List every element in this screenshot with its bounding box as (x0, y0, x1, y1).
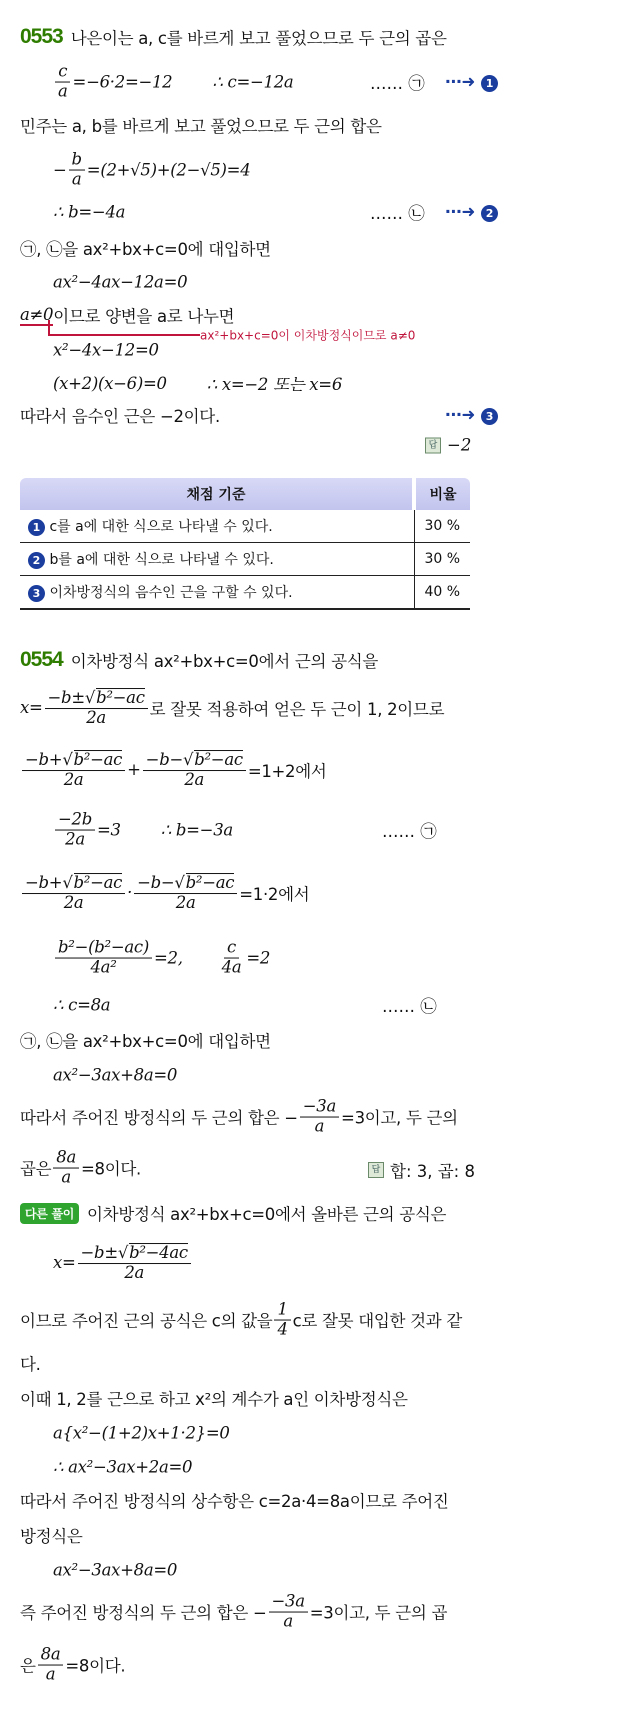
numerator (45, 688, 148, 709)
numerator: b²−(b²−ac) (55, 939, 152, 959)
numerator: b (69, 151, 85, 171)
fraction (300, 1098, 339, 1137)
text: −b+ (25, 872, 63, 892)
equation-line (53, 371, 342, 395)
equation-line: x²−4x−12=0 (53, 340, 159, 360)
equation-line (20, 873, 309, 913)
text-line (20, 1149, 141, 1188)
fraction (22, 750, 125, 790)
arrow-icon: ⋯➜ (445, 72, 476, 91)
equation-line (20, 688, 444, 728)
numerator: c (55, 63, 70, 83)
equation-line: ax²−3ax+8a=0 (53, 1065, 178, 1085)
sqrt-icon: √ (174, 872, 185, 892)
annotation-note: ax²+bx+c=0이 이차방정식이므로 a≠0 (200, 328, 416, 343)
equation: ∴ b=−3a (160, 820, 233, 840)
denominator: 2a (63, 770, 84, 789)
text-line: 따라서 주어진 방정식의 상수항은 c=2a·4=8a이므로 주어진 (20, 1492, 449, 1511)
answer (425, 436, 471, 455)
denominator: 2a (63, 893, 84, 912)
denominator: a (283, 1611, 293, 1631)
reference-mark: …… ㉡ (382, 997, 437, 1016)
text-line: ㉠, ㉡을 ax²+bx+c=0에 대입하면 (20, 240, 271, 259)
header-ratio: 비율 (414, 478, 470, 510)
fraction (143, 750, 246, 790)
step-number: 3 (481, 408, 498, 425)
arrow-icon: ⋯➜ (445, 202, 476, 221)
equation: =2 (246, 948, 271, 968)
step-marker (445, 202, 498, 222)
fraction (45, 688, 148, 728)
criteria-text: 이차방정식의 음수인 근을 구할 수 있다. (49, 585, 293, 601)
numerator: −2b (55, 811, 95, 831)
sqrt-icon: √ (62, 749, 73, 769)
alt-solution-badge: 다른 풀이 (20, 1203, 79, 1224)
criteria-cell (20, 576, 414, 610)
conclusion: 따라서 음수인 근은 −2이다. (20, 407, 220, 426)
equation: =2, (153, 948, 183, 968)
radicand: b²−ac (185, 873, 235, 893)
text: =3이고, 두 근의 (341, 1109, 458, 1128)
answer-value: −2 (447, 435, 472, 455)
answer-value: 합: 3, 곱: 8 (390, 1162, 475, 1181)
text: =1+2에서 (247, 762, 327, 781)
arrow-icon: ⋯➜ (445, 405, 476, 424)
fraction (274, 1301, 290, 1340)
text: −b+ (25, 749, 63, 769)
text-line: 방정식은 (20, 1527, 83, 1546)
equation: ∴ x=−2 또는 x=6 (206, 375, 343, 394)
text-line: 이때 1, 2를 근으로 하고 x²의 계수가 a인 이차방정식은 (20, 1390, 408, 1409)
criteria-text: b를 a에 대한 식으로 나타낼 수 있다. (49, 552, 274, 568)
reference-mark: …… ㉡ (370, 204, 425, 223)
reference-mark: …… ㉠ (382, 822, 437, 841)
numerator: 8a (38, 1646, 64, 1666)
step-number: 2 (481, 205, 498, 222)
answer (368, 1158, 475, 1182)
fraction (269, 1593, 308, 1632)
radicand: b²−ac (96, 688, 145, 708)
denominator: 4 (277, 1319, 288, 1339)
equation-line (53, 151, 250, 190)
denominator: a (61, 1167, 71, 1187)
text: −b± (80, 1242, 118, 1262)
text-line (20, 1098, 458, 1137)
annotation-bracket (48, 320, 200, 336)
answer-icon: 답 (425, 437, 441, 453)
reference-mark: …… ㉠ (370, 74, 425, 93)
numerator: −3a (269, 1593, 308, 1613)
grading-table (20, 478, 470, 610)
criteria-cell (20, 543, 414, 576)
problem-0554-intro (20, 648, 378, 672)
equation-line: ax²−3ax+8a=0 (53, 1560, 178, 1580)
fraction (38, 1646, 64, 1685)
numerator (22, 873, 125, 894)
answer-icon: 답 (368, 1162, 384, 1178)
fraction (134, 873, 237, 913)
equation-line: ∴ b=−4a (53, 202, 126, 222)
equation: ∴ c=−12a (212, 72, 294, 92)
step-number: 1 (481, 75, 498, 92)
step-marker (445, 405, 498, 425)
numerator (22, 750, 125, 771)
text: 따라서 주어진 방정식의 두 근의 합은 − (20, 1109, 298, 1128)
step-number: 2 (28, 552, 45, 569)
ratio-cell: 30 % (414, 510, 470, 543)
table-row (20, 576, 470, 610)
step-number: 3 (28, 585, 45, 602)
denominator: 4a² (90, 957, 117, 977)
text: 즉 주어진 방정식의 두 근의 합은 − (20, 1604, 267, 1623)
text: =8이다. (65, 1657, 126, 1676)
radicand: b²−4ac (129, 1243, 188, 1263)
equation: (x+2)(x−6)=0 (53, 373, 167, 393)
numerator: 8a (53, 1149, 79, 1169)
equation-line (53, 939, 270, 978)
equation-line (53, 63, 293, 102)
sqrt-icon: √ (183, 749, 194, 769)
equation: =(2+√5)+(2−√5)=4 (86, 160, 251, 180)
denominator: 4a (221, 957, 242, 977)
radicand: b²−ac (73, 873, 123, 893)
numerator (134, 873, 237, 894)
fraction (55, 811, 95, 850)
equation-line (53, 811, 233, 850)
text: 곱은 (20, 1160, 52, 1179)
ratio-cell: 30 % (414, 543, 470, 576)
ratio-cell: 40 % (414, 576, 470, 610)
fraction (55, 939, 152, 978)
denominator: 2a (86, 708, 106, 727)
text: −b− (137, 872, 175, 892)
step-number: 1 (28, 519, 45, 536)
numerator: −3a (300, 1098, 339, 1118)
denominator: a (58, 81, 68, 101)
underlined-condition: a≠0 (20, 304, 54, 324)
operator: · (127, 883, 133, 903)
equation-line: ax²−4ax−12a=0 (53, 272, 188, 292)
equation-line: ∴ c=8a (53, 995, 111, 1015)
fraction (53, 1149, 79, 1188)
denominator: 2a (124, 1263, 145, 1282)
equation-line (20, 750, 327, 790)
denominator: a (314, 1116, 325, 1136)
alt-solution-intro (20, 1201, 446, 1225)
text: 이므로 주어진 근의 공식은 c의 값을 (20, 1312, 273, 1331)
table-row (20, 543, 470, 576)
text: −b± (47, 687, 85, 707)
equation: x= (20, 698, 43, 718)
equation: =−6·2=−12 (72, 72, 173, 92)
equation-line (53, 1243, 193, 1283)
criteria-cell (20, 510, 414, 543)
fraction (78, 1243, 191, 1283)
table-header (20, 478, 470, 510)
numerator: c (224, 939, 239, 959)
text: 나은이는 a, c를 바르게 보고 풀었으므로 두 근의 곱은 (70, 29, 447, 48)
text: c로 잘못 대입한 것과 같 (292, 1312, 462, 1331)
step-marker (445, 72, 498, 92)
equation-line: a{x²−(1+2)x+1·2}=0 (53, 1423, 230, 1443)
text: =8이다. (81, 1160, 141, 1179)
numerator: 1 (274, 1301, 290, 1321)
denominator: 2a (184, 770, 205, 789)
problem-0553-intro (20, 25, 447, 49)
fraction (55, 63, 71, 102)
text: =1·2에서 (239, 885, 310, 904)
sqrt-icon: √ (62, 872, 73, 892)
criteria-text: c를 a에 대한 식으로 나타낼 수 있다. (49, 519, 273, 535)
text: 이므로 양변을 a로 나누면 (53, 307, 235, 326)
equation-line: ∴ ax²−3ax+2a=0 (53, 1457, 193, 1477)
sqrt-icon: √ (84, 687, 96, 707)
fraction (219, 939, 245, 978)
denominator: 2a (175, 893, 196, 912)
table-row (20, 510, 470, 543)
sign: − (53, 160, 67, 180)
text: 이차방정식 ax²+bx+c=0에서 올바른 근의 공식은 (87, 1205, 447, 1224)
denominator: a (71, 169, 82, 189)
fraction (69, 151, 85, 190)
text-line: 다. (20, 1355, 41, 1374)
problem-number: 0554 (20, 648, 63, 671)
equation: =3 (97, 820, 121, 840)
text-line (20, 1646, 125, 1685)
denominator: a (45, 1664, 56, 1684)
text-line: 민주는 a, b를 바르게 보고 풀었으므로 두 근의 합은 (20, 117, 382, 136)
fraction (22, 873, 125, 913)
text: 로 잘못 적용하여 얻은 두 근이 1, 2이므로 (149, 700, 445, 719)
text-line (20, 1301, 462, 1340)
equation: x= (53, 1253, 76, 1273)
denominator: 2a (65, 829, 85, 849)
sqrt-icon: √ (117, 1242, 129, 1262)
radicand: b²−ac (73, 750, 123, 770)
numerator (78, 1243, 191, 1264)
text: 은 (20, 1657, 36, 1676)
text: 이차방정식 ax²+bx+c=0에서 근의 공식을 (70, 652, 378, 671)
text-line (20, 1593, 447, 1632)
problem-number: 0553 (20, 25, 63, 48)
header-criteria: 채점 기준 (20, 478, 414, 510)
operator: + (127, 760, 141, 780)
text: −b− (145, 749, 183, 769)
numerator (143, 750, 246, 771)
radicand: b²−ac (194, 750, 243, 770)
text: =3이고, 두 근의 곱 (309, 1604, 448, 1623)
text-line: ㉠, ㉡을 ax²+bx+c=0에 대입하면 (20, 1032, 271, 1051)
